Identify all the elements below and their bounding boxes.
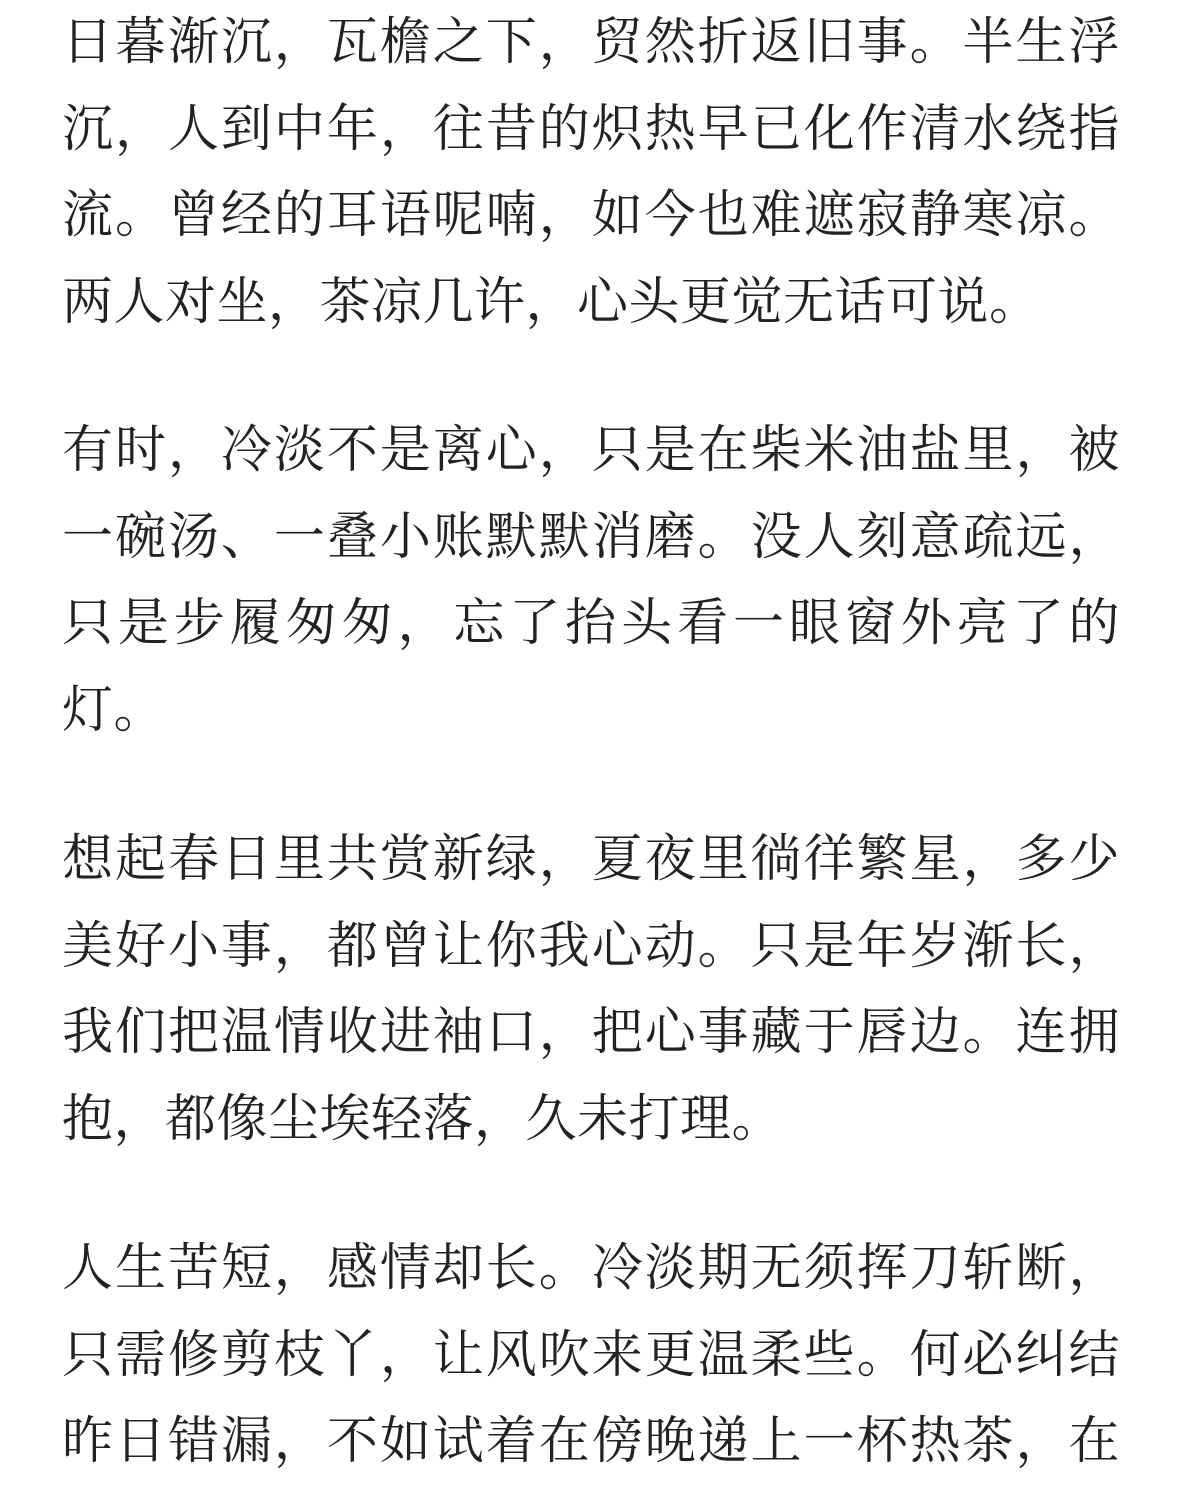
- text-line: 两人对坐，茶凉几许，心头更觉无话可说。: [62, 272, 1041, 332]
- text-line: 抱，都像尘埃轻落，久未打理。: [62, 1089, 784, 1149]
- text-line: 只是步履匆匆，忘了抬头看一眼窗外亮了的: [62, 594, 1120, 653]
- text-line: 日暮渐沉，瓦檐之下，贸然折返旧事。半生浮: [62, 13, 1120, 72]
- text-line: 有时，冷淡不是离心，只是在柴米油盐里，被: [62, 421, 1120, 480]
- text-line: 一碗汤、一叠小账默默消磨。没人刻意疏远，: [62, 507, 1120, 567]
- text-line: 流。曾经的耳语呢喃，如今也难遮寂静寒凉。: [62, 186, 1120, 245]
- text-line: 人生苦短，感情却长。冷淡期无须挥刀斩断，: [62, 1239, 1120, 1298]
- paragraph-1: [62, 0, 1120, 346]
- text-line: 昨日错漏，不如试着在傍晚递上一杯热茶，在: [62, 1412, 1120, 1471]
- paragraph-2: [62, 408, 1120, 754]
- text-line: 美好小事，都曾让你我心动。只是年岁渐长，: [62, 916, 1120, 976]
- text-line: 我们把温情收进袖口，把心事藏于唇边。连拥: [62, 1003, 1120, 1062]
- text-line: 沉，人到中年，往昔的炽热早已化作清水绕指: [62, 99, 1120, 159]
- text-line: 只需修剪枝丫，让风吹来更温柔些。何必纠结: [62, 1325, 1120, 1385]
- paragraph-4: [62, 1226, 1120, 1486]
- paragraph-3: [62, 817, 1120, 1163]
- text-line: 灯。: [62, 680, 166, 740]
- text-line: 想起春日里共赏新绿，夏夜里徜徉繁星，多少: [62, 830, 1120, 889]
